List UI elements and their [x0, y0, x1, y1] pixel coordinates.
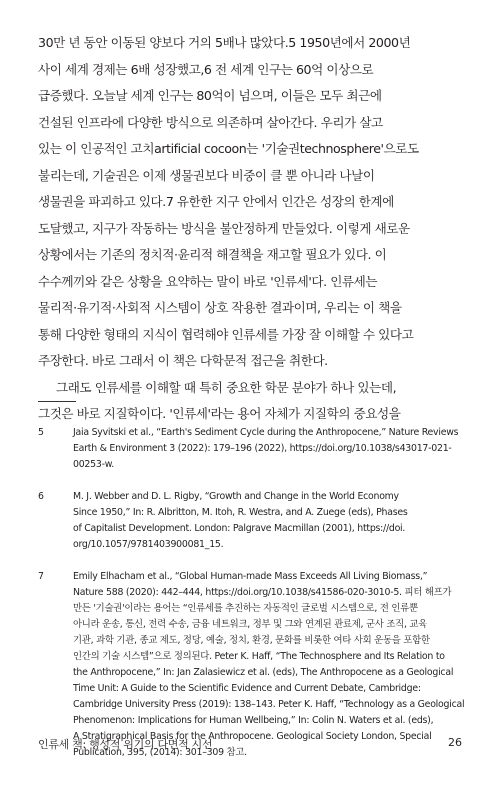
footnote-line: 인간의 기술 시스템”으로 정의된다. Peter K. Haff, “The Technosphere and Its Relation to: [73, 651, 445, 662]
body-line: 그래도 인류세를 이해할 때 특히 중요한 학문 분야가 하나 있는데,: [56, 379, 397, 395]
body-line: 물리적·유기적·사회적 시스템이 상호 작용한 결과이며, 우리는 이 책을: [38, 300, 402, 315]
body-line: 있는 이 인공적인 고치artificial cocoon는 '기술권technosphere'으로도: [38, 141, 419, 156]
footnote-text: [73, 569, 470, 761]
footnote-line: Publication, 395, (2014): 301–309 참고.: [73, 747, 247, 758]
body-line: 불리는데, 기술권은 이제 생물권보다 비중이 클 뿐 아니라 나날이: [38, 167, 375, 183]
body-line: 통해 다양한 형태의 지식이 협력해야 인류세를 가장 잘 이해할 수 있다고: [38, 326, 414, 342]
footnote-line: Jaia Syvitski et al., “Earth's Sediment Cycle during the Anthropocene,” Nature Reviews: [73, 427, 459, 438]
running-title: 인류세 책: 행성적 위기의 다면적 시선: [38, 738, 213, 751]
footnote-line: A Stratigraphical Basis for the Anthropocene. Geological Society London, Special: [73, 731, 432, 742]
body-line: 수수께끼와 같은 상황을 요약하는 말이 바로 '인류세'다. 인류세는: [38, 273, 378, 289]
footnote-line: Since 1950,” In: R. Albritton, M. Itoh, R. Westra, and A. Zuege (eds), Phases: [73, 507, 408, 518]
footnote-line: org/10.1057/9781403900081_15.: [73, 539, 224, 550]
footnote-number: 6: [38, 491, 44, 502]
footnote-line: Cambridge University Press (2019): 138–143. Peter K. Haff, “Technology as a Geological: [73, 699, 465, 710]
body-line: 30만 년 동안 이동된 양보다 거의 5배나 많았다.5 1950년에서 2000년: [38, 35, 411, 50]
footnote-line: 기관, 과학 기관, 종교 제도, 정당, 예술, 정치, 환경, 문화를 비롯한 여타 사회 운동을 포함한: [73, 635, 430, 646]
footnote-text: [73, 489, 470, 553]
footnote-number: 7: [38, 571, 44, 582]
page-number: 26: [448, 736, 462, 749]
footnote-line: Nature 588 (2020): 442–444, https://doi.org/10.1038/s41586-020-3010-5. 피터 해프가: [73, 587, 452, 598]
footnote-line: of Capitalist Development. London: Palgrave Macmillan (2001), https://doi.: [73, 523, 406, 534]
body-line: 건설된 인프라에 다양한 방식으로 의존하며 살아간다. 우리가 살고: [38, 114, 383, 130]
body-line: 주장한다. 바로 그래서 이 책은 다학문적 접근을 취한다.: [38, 353, 328, 368]
footnote-line: Emily Elhacham et al., “Global Human-made Mass Exceeds All Living Biomass,”: [73, 571, 428, 582]
footnote-line: 아니라 운송, 통신, 전력 수송, 금융 네트워크, 정부 및 그와 연계된 관료제, 군사 조직, 교육: [73, 619, 428, 630]
footnote-line: M. J. Webber and D. L. Rigby, “Growth and Change in the World Economy: [73, 491, 399, 502]
body-line: 급증했다. 오늘날 세계 인구는 80억이 넘으며, 이들은 모두 최근에: [38, 88, 382, 103]
footnote-line: 00253-w.: [73, 459, 114, 470]
footnote-line: Phenomenon: Implications for Human Wellbeing,” In: Colin N. Waters et al. (eds),: [73, 715, 434, 726]
footnote-line: Earth & Environment 3 (2022): 179–196 (2022), https://doi.org/10.1038/s43017-021-: [73, 443, 452, 454]
footnotes: [38, 425, 470, 777]
footnote-line: the Anthropocene,” In: Jan Zalasiewicz et al. (eds), The Anthropocene as a Geological: [73, 667, 454, 678]
body-line: 그것은 바로 지질학이다. '인류세'라는 용어 자체가 지질학의 중요성을: [38, 406, 401, 421]
footnote-6: [38, 489, 470, 553]
footnote-7: [38, 569, 470, 761]
footnote-text: [73, 425, 470, 473]
body-line: 사이 세계 경제는 6배 성장했고,6 전 세계 인구는 60억 이상으로: [38, 61, 374, 77]
body-text: [38, 30, 462, 428]
footnote-line: Time Unit: A Guide to the Scientific Evidence and Current Debate, Cambridge:: [73, 683, 421, 694]
footnote-line: 만든 '기술권'이라는 용어는 “인류세를 추진하는 자동적인 글로벌 시스템으로, 전 인류뿐: [73, 603, 418, 614]
footnote-divider: [38, 401, 76, 402]
body-line: 상황에서는 기존의 정치적·윤리적 해결책을 재고할 필요가 있다. 이: [38, 247, 387, 262]
body-line: 도달했고, 지구가 작동하는 방식을 불안정하게 만들었다. 이렇게 새로운: [38, 220, 410, 236]
footnote-number: 5: [38, 427, 44, 438]
footnote-5: [38, 425, 470, 473]
body-line: 생물권을 파괴하고 있다.7 유한한 지구 안에서 인간은 성장의 한계에: [38, 194, 394, 209]
